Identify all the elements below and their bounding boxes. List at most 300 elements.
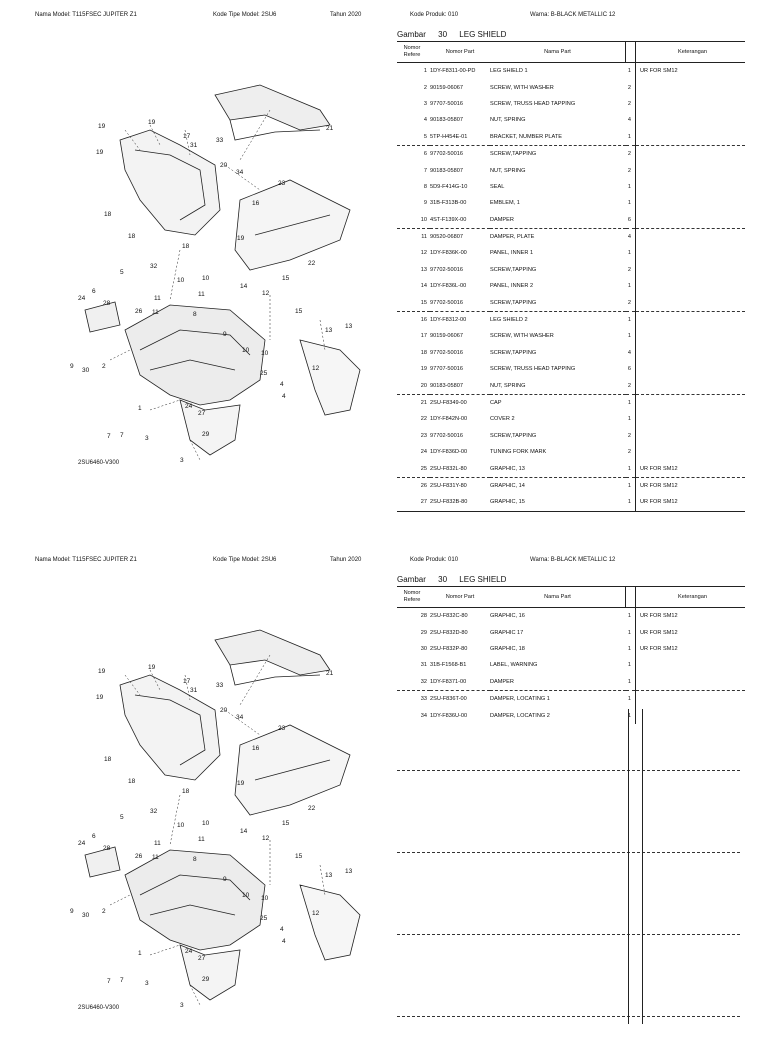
svg-text:11: 11 <box>152 309 159 316</box>
col-qty <box>626 587 636 608</box>
year: Tahun 2020 <box>330 12 362 18</box>
cell-part: 90183-05807 <box>430 382 463 389</box>
col-note: Keterangan <box>636 42 746 63</box>
svg-text:3: 3 <box>180 1002 184 1009</box>
svg-text:10: 10 <box>202 275 210 282</box>
cell-ref: 15 <box>420 299 427 306</box>
cell-name: SCREW,TAPPING <box>490 266 537 273</box>
cell-note <box>636 145 746 162</box>
table-row <box>397 707 745 723</box>
leg-shield-drawing <box>30 70 370 480</box>
cell-qty: 2 <box>626 262 636 278</box>
svg-text:7: 7 <box>120 977 124 984</box>
cell-part: 1DY-F8371-00 <box>430 678 467 685</box>
svg-text:19: 19 <box>98 668 106 675</box>
svg-text:27: 27 <box>198 410 206 417</box>
color: Warna: B-BLACK METALLIC 12 <box>530 12 616 18</box>
column-line <box>628 709 629 1024</box>
cell-name: GRAPHIC, 18 <box>490 645 525 652</box>
cell-name: GRAPHIC, 14 <box>490 477 626 494</box>
figure-number: 30 <box>438 30 448 39</box>
cell-part: 1DY-F836U-00 <box>430 712 468 719</box>
cell-qty: 1 <box>626 707 636 723</box>
svg-text:9: 9 <box>70 363 74 370</box>
table-row <box>397 657 745 673</box>
svg-text:18: 18 <box>128 233 136 240</box>
svg-text:34: 34 <box>236 714 244 721</box>
table-row <box>397 79 745 95</box>
cell-name: SCREW, WITH WASHER <box>490 333 554 340</box>
cell-name: GRAPHIC, 15 <box>490 494 626 511</box>
cell-qty: 2 <box>626 428 636 444</box>
cell-qty: 1 <box>626 477 636 494</box>
cell-note <box>636 179 746 195</box>
figure-title <box>397 30 516 39</box>
col-ref: Nomor Refere <box>397 42 430 63</box>
cell-part: 2SU-F831Y-80 <box>430 477 490 494</box>
cell-note <box>636 690 746 707</box>
svg-text:17: 17 <box>183 133 191 140</box>
cell-note <box>636 411 746 427</box>
cell-note: UR FOR SM12 <box>636 63 746 80</box>
section-divider <box>397 1016 740 1017</box>
svg-text:31: 31 <box>190 687 198 694</box>
svg-text:7: 7 <box>107 433 111 440</box>
svg-text:15: 15 <box>282 820 290 827</box>
cell-qty: 2 <box>626 377 636 394</box>
cell-name: NUT, SPRING <box>490 117 526 124</box>
cell-note: UR FOR SM12 <box>636 494 746 511</box>
cell-name: NUT, SPRING <box>490 167 526 174</box>
svg-text:11: 11 <box>152 854 159 861</box>
cell-part: 2SU-F832P-80 <box>430 645 468 652</box>
cell-ref: 23 <box>420 432 427 439</box>
svg-text:2: 2 <box>102 908 106 915</box>
cell-ref: 33 <box>397 690 430 707</box>
cell-qty: 1 <box>626 63 636 80</box>
svg-text:18: 18 <box>182 788 190 795</box>
cell-ref: 5 <box>423 133 427 140</box>
col-part: Nomor Part <box>430 587 490 608</box>
cell-part: 5D9-F414G-10 <box>430 183 468 190</box>
col-qty <box>626 42 636 63</box>
table-row <box>397 195 745 211</box>
svg-text:24: 24 <box>78 840 86 847</box>
parts-table <box>397 41 745 512</box>
cell-qty: 2 <box>626 145 636 162</box>
svg-text:31: 31 <box>190 142 198 149</box>
svg-text:3: 3 <box>145 980 149 987</box>
cell-ref: 22 <box>420 416 427 423</box>
cell-ref: 34 <box>420 712 427 719</box>
svg-text:29: 29 <box>202 976 210 983</box>
table-row <box>397 129 745 146</box>
cell-qty: 1 <box>626 608 636 625</box>
svg-text:29: 29 <box>202 431 210 438</box>
cell-name: SCREW, TRUSS HEAD TAPPING <box>490 100 576 107</box>
svg-text:13: 13 <box>345 868 353 875</box>
cell-note <box>636 328 746 344</box>
svg-text:15: 15 <box>295 308 303 315</box>
cell-note: UR FOR SM12 <box>636 460 746 477</box>
cell-name: DAMPER, PLATE <box>490 228 626 245</box>
cell-name: EMBLEM, 1 <box>490 200 520 207</box>
svg-text:19: 19 <box>148 664 156 671</box>
table-row <box>397 361 745 377</box>
cell-name: SCREW,TAPPING <box>490 432 537 439</box>
cell-note <box>636 262 746 278</box>
model-name: Nama Model: T115FSEC JUPITER Z1 <box>35 12 137 18</box>
svg-text:25: 25 <box>260 915 268 922</box>
cell-part: 97702-50016 <box>430 145 490 162</box>
cell-name: GRAPHIC, 13 <box>490 465 525 472</box>
svg-text:30: 30 <box>82 367 90 374</box>
table-row <box>397 278 745 294</box>
svg-text:9: 9 <box>70 908 74 915</box>
svg-text:25: 25 <box>260 370 268 377</box>
cell-name: LABEL, WARNING <box>490 662 538 669</box>
table-row <box>397 145 745 162</box>
svg-text:15: 15 <box>295 853 303 860</box>
cell-qty: 6 <box>626 212 636 229</box>
svg-text:10: 10 <box>261 895 269 902</box>
svg-text:4: 4 <box>282 393 286 400</box>
table-row <box>397 245 745 261</box>
exploded-diagram <box>30 70 370 480</box>
cell-qty: 1 <box>626 129 636 146</box>
svg-text:20: 20 <box>220 162 228 169</box>
figure-title <box>397 575 516 584</box>
section-divider <box>397 934 740 935</box>
svg-text:9: 9 <box>223 331 227 338</box>
cell-name: NUT, SPRING <box>490 382 526 389</box>
svg-text:9: 9 <box>223 876 227 883</box>
cell-ref: 20 <box>420 382 427 389</box>
cell-ref: 28 <box>420 613 427 620</box>
svg-text:24: 24 <box>78 295 86 302</box>
cell-ref: 32 <box>420 678 427 685</box>
svg-text:28: 28 <box>103 300 111 307</box>
svg-text:10: 10 <box>242 347 250 354</box>
table-row <box>397 96 745 112</box>
table-row <box>397 674 745 691</box>
svg-text:5: 5 <box>120 269 124 276</box>
diagram-code: 2SU6460-V300 <box>78 1005 120 1011</box>
table-row <box>397 328 745 344</box>
cell-note: UR FOR SM12 <box>636 608 746 625</box>
column-line <box>642 709 643 1024</box>
cell-name: GRAPHIC 17 <box>490 629 524 636</box>
cell-part: 1DY-F836K-00 <box>430 250 467 257</box>
model-type: Kode Tipe Model: 2SU6 <box>213 557 277 563</box>
svg-text:19: 19 <box>237 235 245 242</box>
cell-ref: 1 <box>423 68 427 75</box>
cell-ref: 2 <box>423 84 427 91</box>
svg-text:12: 12 <box>312 365 320 372</box>
figure-label: Gambar <box>397 30 426 39</box>
cell-name: DAMPER <box>490 216 514 223</box>
svg-text:4: 4 <box>282 938 286 945</box>
svg-text:15: 15 <box>282 275 290 282</box>
cell-name: DAMPER, LOCATING 2 <box>490 712 550 719</box>
svg-text:18: 18 <box>104 756 112 763</box>
cell-name: SCREW,TAPPING <box>490 349 537 356</box>
table-row <box>397 311 745 328</box>
cell-name: SEAL <box>490 183 505 190</box>
table-row <box>397 63 745 80</box>
cell-part: 97702-50016 <box>430 349 463 356</box>
svg-text:27: 27 <box>198 955 206 962</box>
svg-text:32: 32 <box>150 808 158 815</box>
table-header-row <box>397 587 745 608</box>
cell-ref: 13 <box>420 266 427 273</box>
svg-text:14: 14 <box>240 283 248 290</box>
cell-note <box>636 245 746 261</box>
cell-note <box>636 707 746 723</box>
svg-text:22: 22 <box>308 260 316 267</box>
cell-part: 2SU-F832D-80 <box>430 629 468 636</box>
parts-table-body <box>397 63 745 512</box>
cell-note <box>636 657 746 673</box>
svg-text:18: 18 <box>182 243 190 250</box>
cell-note <box>636 311 746 328</box>
svg-text:24: 24 <box>185 403 193 410</box>
svg-text:11: 11 <box>154 840 161 847</box>
svg-text:3: 3 <box>145 435 149 442</box>
cell-ref: 17 <box>420 333 427 340</box>
cell-qty: 1 <box>626 624 636 640</box>
cell-part: 90159-06067 <box>430 84 463 91</box>
cell-note <box>636 345 746 361</box>
svg-text:13: 13 <box>325 872 333 879</box>
cell-name: TUNING FORK MARK <box>490 449 547 456</box>
cell-ref: 11 <box>397 228 430 245</box>
cell-qty: 1 <box>626 245 636 261</box>
cell-name: SCREW,TAPPING <box>490 299 537 306</box>
figure-number: 30 <box>438 575 448 584</box>
cell-part: 97707-50016 <box>430 100 463 107</box>
cell-qty: 2 <box>626 96 636 112</box>
svg-text:26: 26 <box>135 308 143 315</box>
cell-name: LEG SHIELD 1 <box>490 68 528 75</box>
table-row <box>397 179 745 195</box>
cell-note <box>636 361 746 377</box>
cell-part: 90159-06067 <box>430 333 463 340</box>
parts-table-body <box>397 608 745 724</box>
cell-ref: 30 <box>420 645 427 652</box>
svg-text:2: 2 <box>102 363 106 370</box>
svg-text:16: 16 <box>252 200 260 207</box>
cell-qty: 1 <box>626 278 636 294</box>
color: Warna: B-BLACK METALLIC 12 <box>530 557 616 563</box>
svg-text:28: 28 <box>103 845 111 852</box>
cell-note <box>636 212 746 229</box>
cell-part: 2SU-F8349-00 <box>430 394 490 411</box>
table-row <box>397 444 745 460</box>
table-row <box>397 262 745 278</box>
svg-text:22: 22 <box>308 805 316 812</box>
svg-text:19: 19 <box>98 123 106 130</box>
svg-text:6: 6 <box>92 833 96 840</box>
cell-part: 31B-F313B-00 <box>430 200 467 207</box>
cell-part: 2SU-F832C-80 <box>430 613 468 620</box>
svg-text:24: 24 <box>185 948 193 955</box>
cell-qty: 1 <box>626 460 636 477</box>
svg-text:30: 30 <box>82 912 90 919</box>
catalog-page-2 <box>0 545 768 1057</box>
table-row <box>397 690 745 707</box>
year: Tahun 2020 <box>330 557 362 563</box>
table-row <box>397 228 745 245</box>
cell-ref: 29 <box>420 629 427 636</box>
table-row <box>397 162 745 178</box>
svg-text:33: 33 <box>216 682 224 689</box>
cell-qty: 2 <box>626 444 636 460</box>
svg-text:23: 23 <box>278 180 286 187</box>
cell-part: 4ST-F139X-00 <box>430 216 467 223</box>
catalog-page-1 <box>0 0 768 512</box>
svg-text:12: 12 <box>312 910 320 917</box>
cell-ref: 21 <box>397 394 430 411</box>
col-part: Nomor Part <box>430 42 490 63</box>
svg-text:10: 10 <box>242 892 250 899</box>
table-row <box>397 345 745 361</box>
cell-qty: 1 <box>626 641 636 657</box>
svg-text:5: 5 <box>120 814 124 821</box>
svg-text:18: 18 <box>104 211 112 218</box>
cell-ref: 9 <box>423 200 427 207</box>
svg-text:10: 10 <box>177 277 185 284</box>
svg-text:26: 26 <box>135 853 143 860</box>
section-divider <box>397 852 740 853</box>
svg-text:12: 12 <box>262 835 270 842</box>
cell-name: PANEL, INNER 1 <box>490 250 534 257</box>
svg-text:34: 34 <box>236 169 244 176</box>
cell-ref: 27 <box>397 494 430 511</box>
cell-qty: 1 <box>626 674 636 691</box>
cell-qty: 1 <box>626 195 636 211</box>
col-name: Nama Part <box>490 587 626 608</box>
svg-text:10: 10 <box>202 820 210 827</box>
col-name: Nama Part <box>490 42 626 63</box>
svg-text:19: 19 <box>96 694 104 701</box>
cell-name: PANEL, INNER 2 <box>490 283 534 290</box>
table-row <box>397 212 745 229</box>
svg-text:11: 11 <box>198 291 205 298</box>
section-divider <box>397 770 740 771</box>
parts-table <box>397 586 745 724</box>
cell-part: 90183-05807 <box>430 117 463 124</box>
cell-note <box>636 674 746 691</box>
cell-part: 90520-06807 <box>430 228 490 245</box>
cell-qty: 2 <box>626 294 636 311</box>
table-header-row <box>397 42 745 63</box>
cell-qty: 6 <box>626 361 636 377</box>
cell-qty: 1 <box>626 328 636 344</box>
svg-text:21: 21 <box>326 125 334 132</box>
svg-text:8: 8 <box>193 856 197 863</box>
figure-name: LEG SHIELD <box>459 575 507 584</box>
svg-text:14: 14 <box>240 828 248 835</box>
cell-note <box>636 112 746 128</box>
cell-part: 1DY-F842N-00 <box>430 416 468 423</box>
cell-qty: 4 <box>626 228 636 245</box>
cell-ref: 7 <box>423 167 427 174</box>
cell-qty: 1 <box>626 494 636 511</box>
svg-text:16: 16 <box>252 745 260 752</box>
table-row <box>397 112 745 128</box>
figure-name: LEG SHIELD <box>459 30 507 39</box>
cell-note <box>636 162 746 178</box>
table-row <box>397 494 745 511</box>
svg-text:3: 3 <box>180 457 184 464</box>
cell-part: 2SU-F832B-80 <box>430 494 490 511</box>
cell-qty: 1 <box>626 411 636 427</box>
cell-ref: 18 <box>420 349 427 356</box>
cell-qty: 1 <box>626 311 636 328</box>
col-ref: Nomor Refere <box>397 587 430 608</box>
cell-note <box>636 79 746 95</box>
cell-name: DAMPER, LOCATING 1 <box>490 690 626 707</box>
cell-part: 97707-50016 <box>430 366 463 373</box>
svg-text:6: 6 <box>92 288 96 295</box>
cell-ref: 10 <box>420 216 427 223</box>
svg-text:1: 1 <box>138 405 142 412</box>
table-row <box>397 477 745 494</box>
cell-name: BRACKET, NUMBER PLATE <box>490 133 563 140</box>
svg-text:11: 11 <box>154 295 161 302</box>
svg-text:11: 11 <box>198 836 205 843</box>
table-row <box>397 641 745 657</box>
cell-qty: 4 <box>626 345 636 361</box>
svg-text:12: 12 <box>262 290 270 297</box>
svg-text:13: 13 <box>325 327 333 334</box>
svg-text:10: 10 <box>177 822 185 829</box>
cell-part: 2SU-F832L-80 <box>430 465 467 472</box>
cell-ref: 12 <box>420 250 427 257</box>
model-name: Nama Model: T115FSEC JUPITER Z1 <box>35 557 137 563</box>
table-row <box>397 608 745 625</box>
svg-text:1: 1 <box>138 950 142 957</box>
table-row <box>397 377 745 394</box>
cell-name: COVER 2 <box>490 416 515 423</box>
cell-note: UR FOR SM12 <box>636 624 746 640</box>
svg-text:7: 7 <box>107 978 111 985</box>
cell-ref: 26 <box>397 477 430 494</box>
cell-part: 2SU-F836T-00 <box>430 690 490 707</box>
cell-note <box>636 129 746 146</box>
cell-name: GRAPHIC, 16 <box>490 613 525 620</box>
cell-ref: 8 <box>423 183 427 190</box>
svg-text:10: 10 <box>261 350 269 357</box>
cell-name: DAMPER <box>490 678 514 685</box>
cell-qty: 2 <box>626 79 636 95</box>
cell-note: UR FOR SM12 <box>636 641 746 657</box>
cell-name: SCREW, TRUSS HEAD TAPPING <box>490 366 576 373</box>
product-code: Kode Produk: 010 <box>410 12 459 18</box>
table-row <box>397 624 745 640</box>
cell-qty: 4 <box>626 112 636 128</box>
cell-note <box>636 294 746 311</box>
cell-part: 5TP-H454E-01 <box>430 133 468 140</box>
model-type: Kode Tipe Model: 2SU6 <box>213 12 277 18</box>
product-code: Kode Produk: 010 <box>410 557 459 563</box>
cell-part: 97702-50016 <box>430 299 463 306</box>
cell-ref: 16 <box>397 311 430 328</box>
cell-ref: 6 <box>397 145 430 162</box>
svg-text:33: 33 <box>216 137 224 144</box>
svg-text:19: 19 <box>148 119 156 126</box>
